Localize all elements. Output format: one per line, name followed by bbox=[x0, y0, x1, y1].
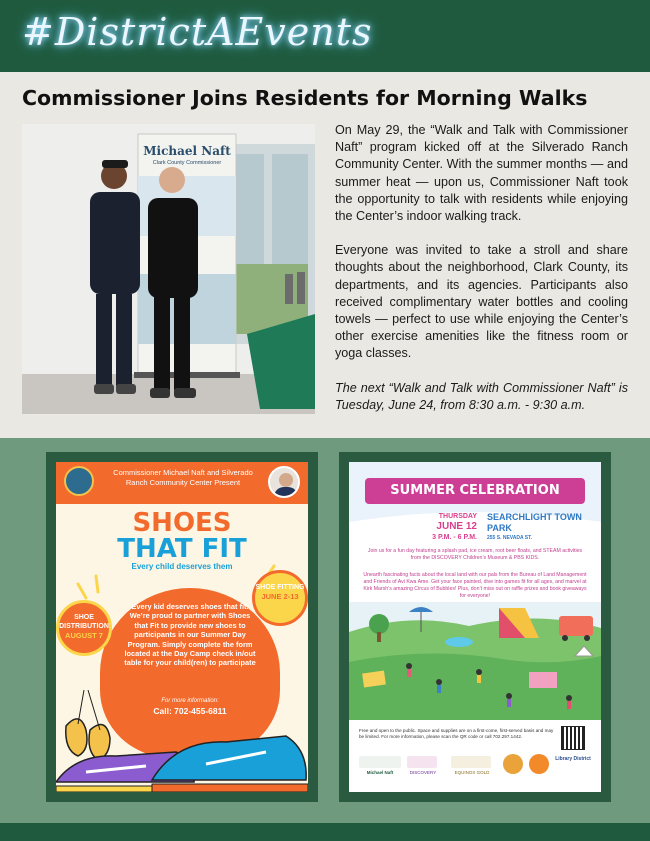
fitting-label: SHOE FITTING bbox=[255, 584, 305, 591]
shoes-flyer-header bbox=[56, 462, 308, 504]
sponsor-badge-icon bbox=[529, 754, 549, 774]
distribution-label: SHOE DISTRIBUTION bbox=[59, 614, 109, 630]
sneakers-illustration bbox=[56, 690, 308, 792]
summer-flyer bbox=[349, 462, 601, 792]
article-paragraph: On May 29, the “Walk and Talk with Commissioner Naft” program kicked off at the Silverado Ranch Community Center. With the summer months — and summer heat — upon us, Commissioner Naft took the opportunity to talk with residents while enjoying the Center’s indoor walking track. bbox=[335, 123, 628, 224]
qr-code-icon[interactable] bbox=[561, 726, 585, 750]
shoes-flyer bbox=[56, 462, 308, 792]
fitting-badge bbox=[252, 570, 308, 626]
article-body bbox=[335, 122, 628, 431]
summer-venue: SEARCHLIGHT TOWN PARK bbox=[487, 512, 582, 533]
summer-date-value: JUNE 12 bbox=[436, 521, 477, 532]
shoes-tagline: Every child deserves them bbox=[131, 562, 233, 571]
hashtag-title: #DistrictAEvents bbox=[22, 10, 373, 54]
distribution-date: AUGUST 7 bbox=[65, 631, 103, 640]
summer-date bbox=[419, 512, 477, 542]
summer-time: 3 P.M. - 6 P.M. bbox=[432, 534, 477, 541]
sponsor-logos bbox=[359, 754, 591, 786]
article-note: The next “Walk and Talk with Commissioner Naft” is Tuesday, June 24, from 8:30 a.m. - 9:30 a.m. bbox=[335, 380, 628, 412]
article-paragraph: Everyone was invited to take a stroll and share thoughts about the neighborhood, Clark County, its departments, and its agencies. Participants also received complimentary water bottles and cooling towels — perfect to use while enjoying the Center’s other exercise amenities like the fitness room or yoga classes. bbox=[335, 243, 628, 361]
footer-bar bbox=[0, 823, 650, 841]
summer-address: 255 S. NEVADA ST. bbox=[487, 535, 533, 541]
article-headline: Commissioner Joins Residents for Morning Walks bbox=[22, 86, 588, 110]
shoes-more-info: For more information: bbox=[161, 698, 219, 704]
shoes-title-line1: SHOES bbox=[132, 508, 232, 538]
sponsor-logo-label: Michael Naft bbox=[366, 770, 394, 775]
sponsor-badge-icon bbox=[503, 754, 523, 774]
summer-blurb-2: Unearth fascinating facts about the local land with our pals from the Bureau of Land Management and Friends of Avi Kwa Ame. Get your face painted, dive into games fit for all ages, and marvel at Kirk Marsh’s amazing Circus of Bubbles! Plus, don’t miss out on raffle prizes and book giveaways for everyone! bbox=[363, 572, 587, 599]
summer-venue-block bbox=[487, 512, 597, 543]
sponsor-logo-label: Library District bbox=[555, 756, 591, 762]
sponsor-logo-discovery bbox=[407, 756, 437, 768]
header-banner bbox=[0, 0, 650, 72]
banner-subtitle: Clark County Commissioner bbox=[152, 160, 222, 166]
summer-day: THURSDAY bbox=[438, 513, 477, 520]
summer-blurb: Join us for a fun day featuring a splash pad, ice cream, root beer floats, and STEAM activities from the DISCOVERY Children’s Museum & PBS KIDS. bbox=[367, 548, 583, 561]
park-scene-illustration bbox=[349, 602, 601, 720]
summer-flyer-frame bbox=[339, 452, 611, 802]
sponsor-logo-label: DISCOVERY bbox=[409, 770, 437, 775]
summer-fine-print: Free and open to the public. Space and supplies are on a first-come, first-served basis and may be limited. For more information, please scan the QR code or call 702.297.1442. bbox=[359, 728, 554, 739]
distribution-badge bbox=[56, 600, 112, 656]
fitting-date: JUNE 2-13 bbox=[261, 592, 299, 601]
avatar bbox=[268, 466, 300, 498]
sponsor-logo-equinox bbox=[451, 756, 491, 768]
sponsor-logo-naft bbox=[359, 756, 401, 768]
shoes-title-line2: THAT FIT bbox=[117, 534, 247, 564]
banner-name: Michael Naft bbox=[143, 144, 231, 158]
shoes-phone: Call: 702-455-6811 bbox=[153, 706, 227, 716]
summer-ribbon-title: SUMMER CELEBRATION bbox=[365, 478, 585, 504]
shoes-flyer-frame bbox=[46, 452, 318, 802]
article-photo bbox=[22, 124, 315, 414]
shoes-flyer-presenter: Commissioner Michael Naft and Silverado Ranch Community Center Present bbox=[113, 468, 253, 487]
county-seal-icon bbox=[64, 466, 94, 496]
shoes-body-text: Every kid deserves shoes that fit. We’re proud to partner with Shoes that Fit to provide new shoes to participants in our Summer Day Program. Simply complete the form located at the Day Camp check in/out table for your child(ren) to participate bbox=[124, 602, 256, 668]
photo-illustration bbox=[22, 124, 315, 414]
sponsor-logo-label: EQUINOX GOLD bbox=[454, 770, 490, 775]
